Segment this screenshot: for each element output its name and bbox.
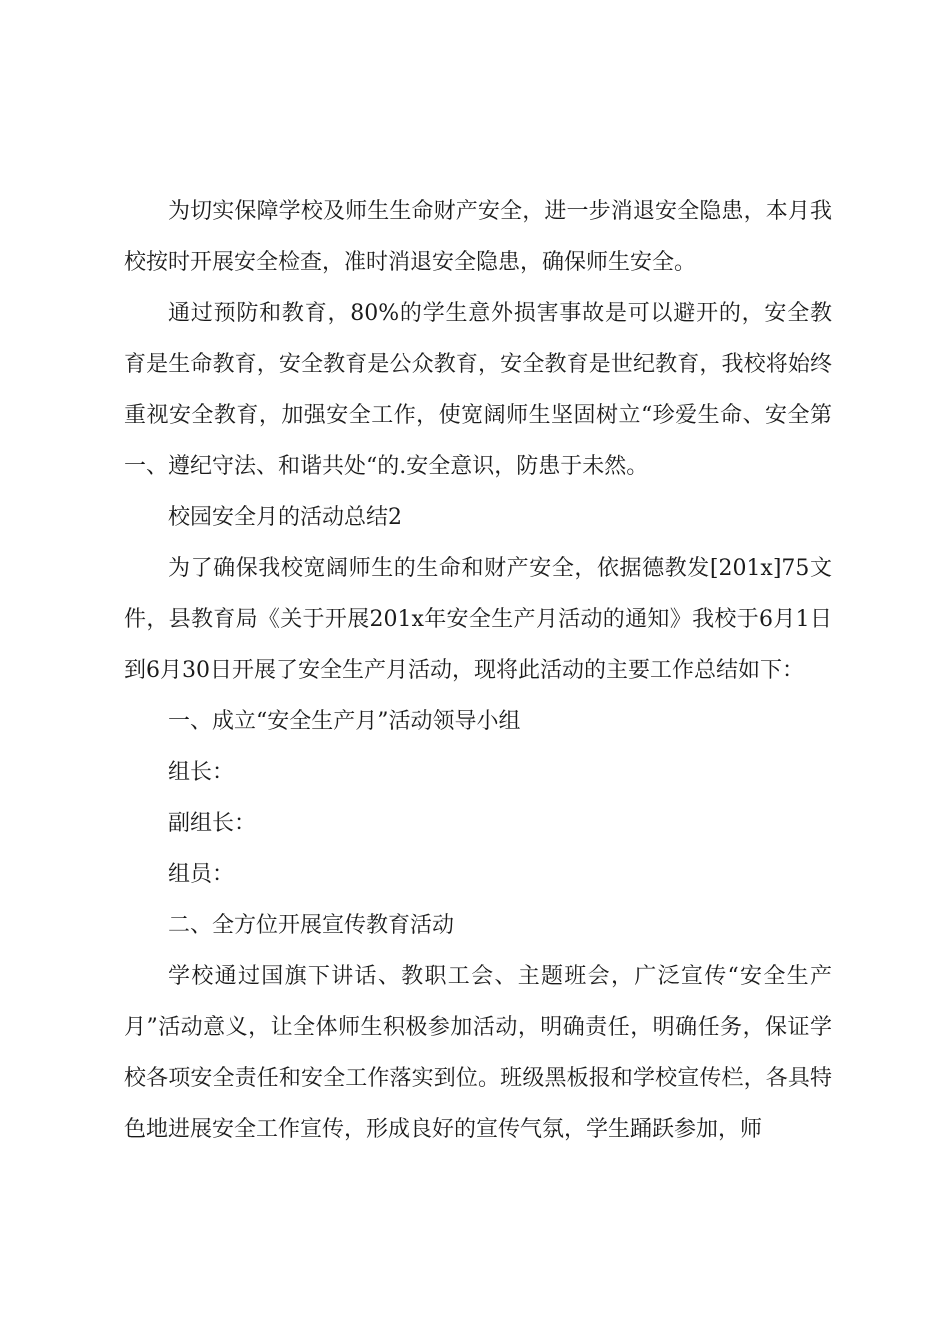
section-title-summary-2: 校园安全月的活动总结2 <box>168 505 402 530</box>
section-heading-leadership-group: 一、成立“安全生产月”活动领导小组 <box>168 709 521 734</box>
group-leader-line: 组长： <box>168 760 235 785</box>
document-body <box>124 186 832 1155</box>
paragraph-activity-intro: 为了确保我校宽阔师生的生命和财产安全，依据德教发[201x]75文件，县教育局《关于开展201x年安全生产月活动的通知》我校于6月1日到6月30日开展了安全生产月活动，现将此活动的主要工作总结如下： <box>124 556 832 683</box>
deputy-leader-line: 副组长： <box>168 811 257 836</box>
section-heading-publicity: 二、全方位开展宣传教育活动 <box>168 913 455 938</box>
paragraph-safety-education: 通过预防和教育，80%的学生意外损害事故是可以避开的，安全教育是生命教育，安全教育是公众教育，安全教育是世纪教育，我校将始终重视安全教育，加强安全工作，使宽阔师生坚固树立“珍爱生命、安全第一、遵纪守法、和谐共处“的.安全意识，防患于未然。 <box>124 301 832 479</box>
paragraph-publicity-details: 学校通过国旗下讲话、教职工会、主题班会，广泛宣传“安全生产月”活动意义，让全体师生积极参加活动，明确责任，明确任务，保证学校各项安全责任和安全工作落实到位。班级黑板报和学校宣传栏，各具特色地进展安全工作宣传，形成良好的宣传气氛，学生踊跃参加，师 <box>124 964 832 1142</box>
paragraph-safety-inspection: 为切实保障学校及师生生命财产安全，进一步消退安全隐患，本月我校按时开展安全检查，准时消退安全隐患，确保师生安全。 <box>124 199 832 275</box>
group-members-line: 组员： <box>168 862 235 887</box>
